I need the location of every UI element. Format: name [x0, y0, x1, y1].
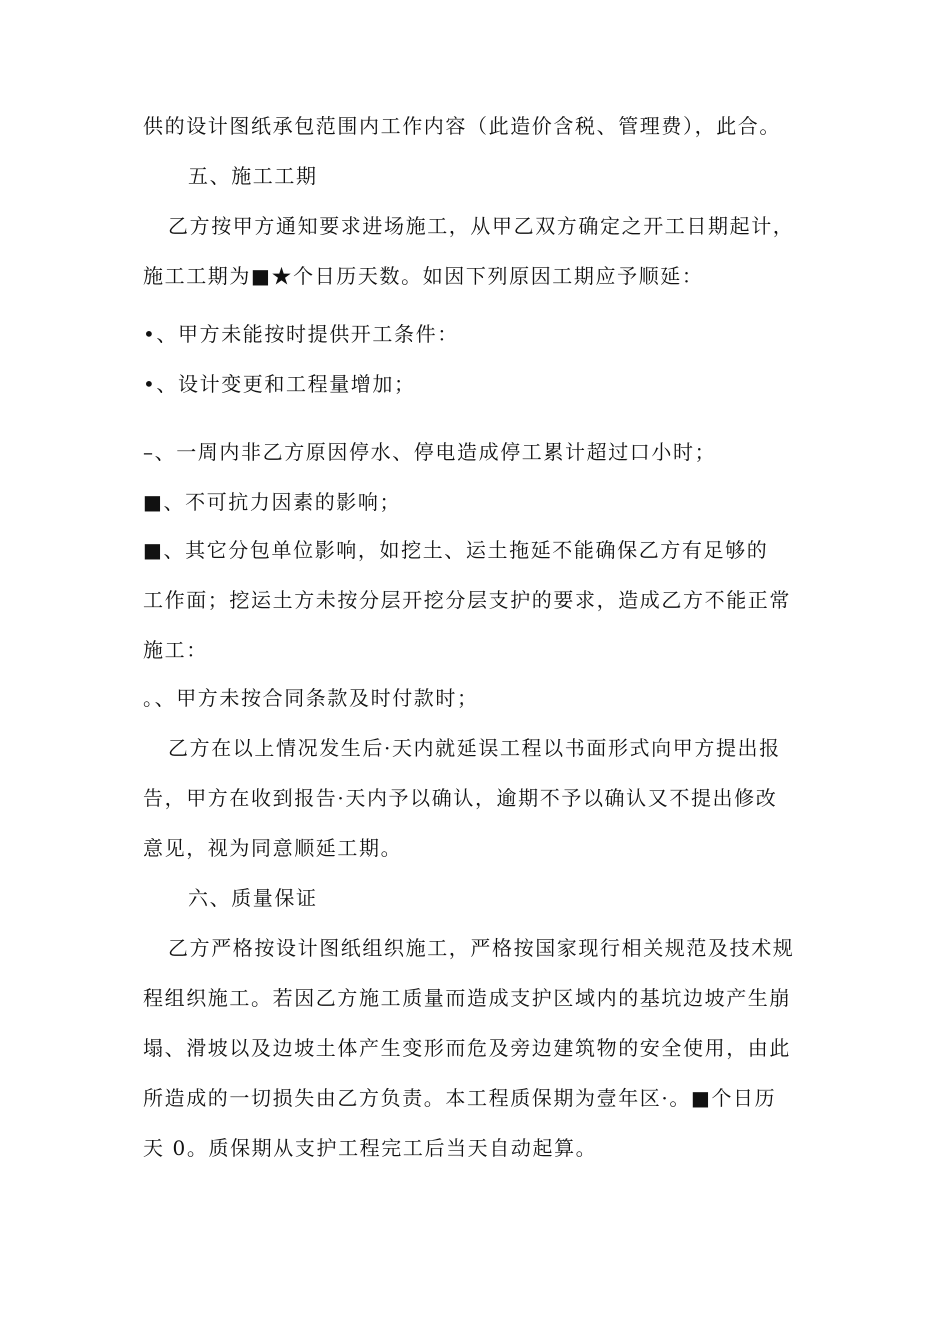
paragraph-line: 所造成的一切损失由乙方负责。本工程质保期为壹年区·。■个日历 — [143, 1086, 777, 1110]
paragraph-line: 塌、滑坡以及边坡土体产生变形而危及旁边建筑物的安全使用，由此 — [143, 1036, 791, 1060]
list-item: ■、其它分包单位影响，如挖土、运土拖延不能确保乙方有足够的 — [143, 538, 769, 562]
paragraph-line: 乙方在以上情况发生后·天内就延误工程以书面形式向甲方提出报 — [168, 736, 781, 760]
paragraph-line: 程组织施工。若因乙方施工质量而造成支护区域内的基坑边坡产生崩 — [143, 986, 791, 1010]
list-item: •、设计变更和工程量增加； — [143, 372, 416, 396]
list-item: 。、甲方未按合同条款及时付款时； — [143, 686, 479, 710]
paragraph-line: 施工： — [143, 638, 208, 662]
section-heading-quality: 六、质量保证 — [188, 886, 318, 910]
paragraph-line: 告，甲方在收到报告·天内予以确认，逾期不予以确认又不提出修改 — [143, 786, 778, 810]
paragraph-line: 天 0。质保期从支护工程完工后当天自动起算。 — [143, 1136, 598, 1160]
list-item: –、一周内非乙方原因停水、停电造成停工累计超过口小时； — [143, 440, 717, 464]
paragraph-line: 工作面；挖运土方未按分层开挖分层支护的要求，造成乙方不能正常 — [143, 588, 791, 612]
list-item: ■、不可抗力因素的影响； — [143, 490, 402, 514]
paragraph-line: 乙方严格按设计图纸组织施工，严格按国家现行相关规范及技术规 — [168, 936, 795, 960]
paragraph-line: 供的设计图纸承包范围内工作内容（此造价含税、管理费），此合。 — [143, 114, 781, 138]
paragraph-line: 施工工期为■★个日历天数。如因下列原因工期应予顺延： — [143, 264, 704, 288]
section-heading-schedule: 五、施工工期 — [188, 164, 318, 188]
list-item: •、甲方未能按时提供开工条件： — [143, 322, 459, 346]
paragraph-line: 意见，视为同意顺延工期。 — [143, 836, 403, 860]
paragraph-line: 乙方按甲方通知要求进场施工，从甲乙双方确定之开工日期起计， — [168, 214, 795, 238]
